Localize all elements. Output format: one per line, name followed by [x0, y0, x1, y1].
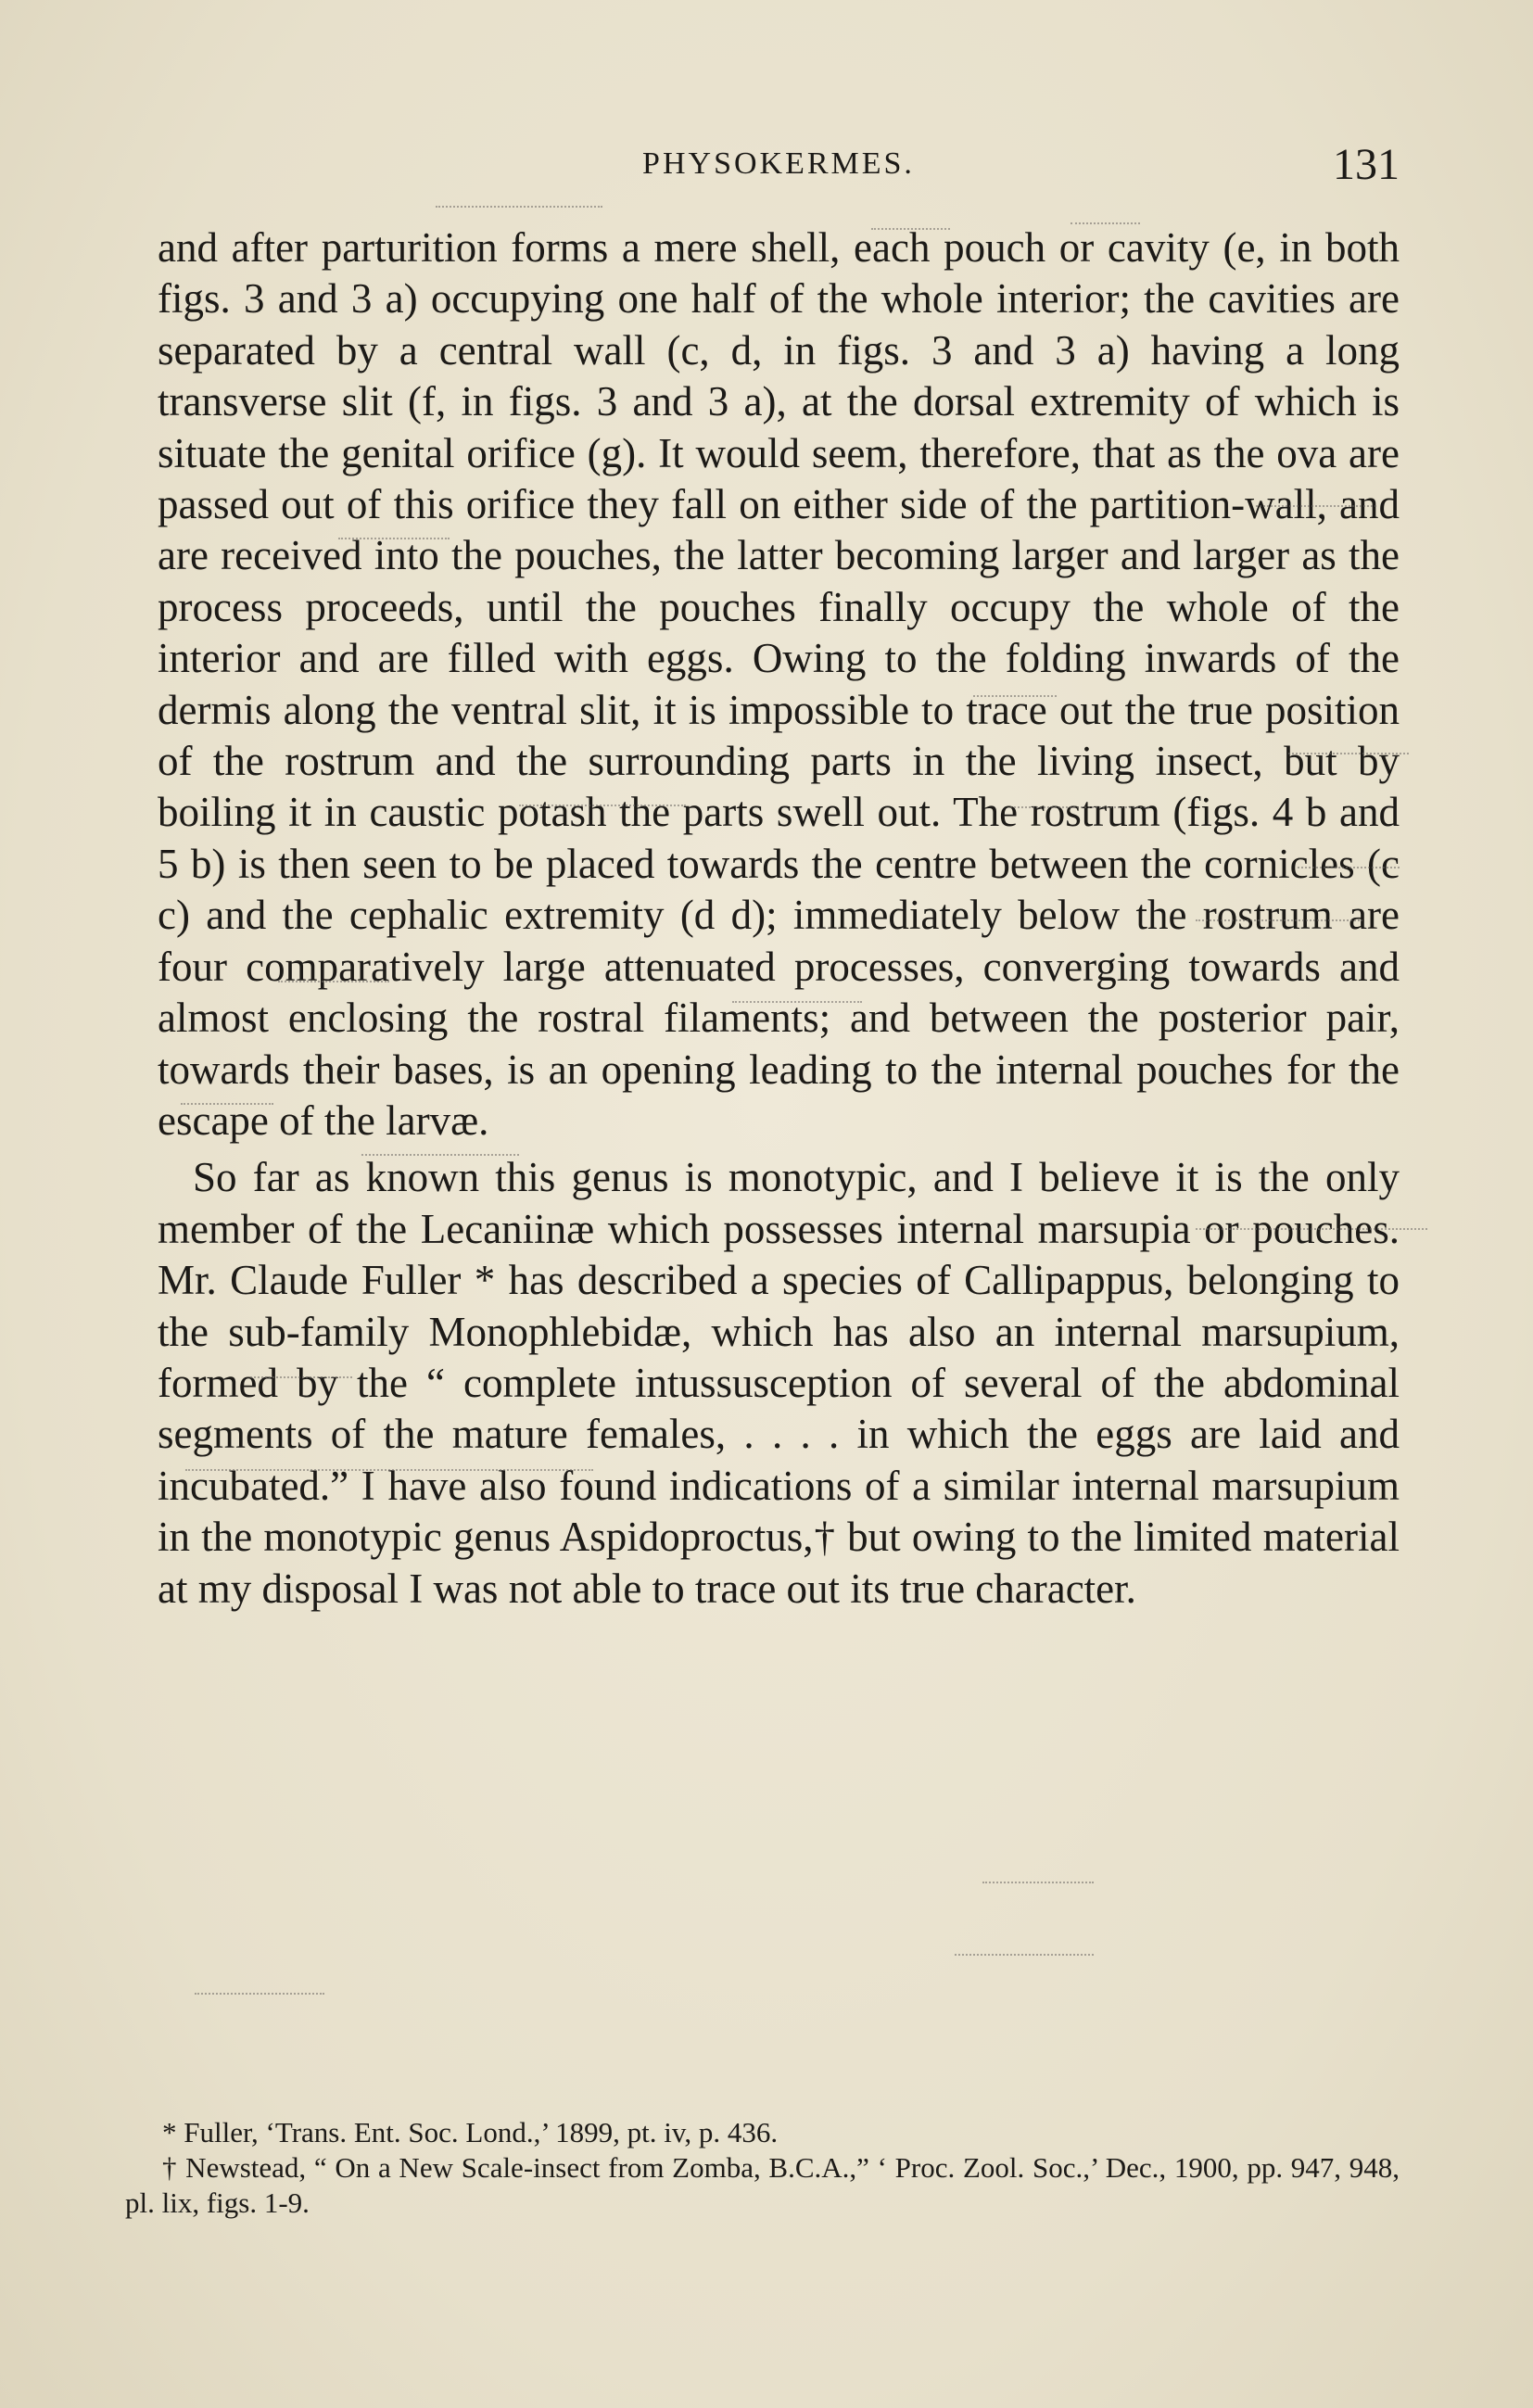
pencil-mark: [250, 1376, 352, 1380]
pencil-mark: [338, 538, 450, 541]
pencil-mark: [519, 805, 686, 808]
footnote-1: * Fuller, ‘Trans. Ent. Soc. Lond.,’ 1899, pt. iv, p. 436.: [162, 2116, 779, 2148]
running-head: [158, 139, 1400, 204]
pencil-mark: [1196, 1228, 1427, 1232]
footnotes: [125, 2115, 1400, 2221]
pencil-mark: [436, 206, 602, 209]
body-text: [158, 222, 1400, 1615]
page-number: 131: [1333, 140, 1400, 189]
pencil-mark: [871, 228, 950, 232]
pencil-mark: [973, 695, 1057, 699]
pencil-mark: [195, 1993, 324, 1996]
footnote-2: † Newstead, “ On a New Scale-insect from Zomba, B.C.A.,” ‘ Proc. Zool. Soc.,’ Dec., 1900, pp. 947, 948, pl. lix, figs. 1-9.: [125, 2151, 1400, 2219]
pencil-mark: [185, 1469, 593, 1473]
paragraph-2: So far as known this genus is monotypic, and I believe it is the only member of the Lecaniinæ which possesses internal marsupia or pouches. Mr. Claude Fuller * has described a species of Callipappus, belonging to the sub-family Monophlebidæ, which has also an internal marsupium, formed by the “ complete intussusception of several of the abdominal segments of the mature females, . . . . in which the eggs are laid and incubated.” I have also found indications of a similar internal marsupium in the monotypic genus Aspidoproctus,† but owing to the limited material at my disposal I was not able to trace out its true character.: [158, 1154, 1400, 1612]
running-title: PHYSOKERMES.: [642, 146, 915, 181]
pencil-mark: [1010, 806, 1149, 810]
pencil-mark: [1256, 505, 1376, 509]
pencil-mark: [955, 1954, 1094, 1958]
pencil-mark: [181, 1103, 273, 1107]
pencil-mark: [1298, 867, 1400, 870]
pencil-mark: [361, 1154, 519, 1158]
paragraph-1: and after parturition forms a mere shell, each pouch or cavity (e, in both figs. 3 and 3 a) occupying one half of the whole interior; the cavities are separated by a central wall (c, d, in figs. 3 and 3 a) having a long transverse slit (f, in figs. 3 and 3 a), at the dorsal extremity of which is situate the genital orifice (g). It would seem, therefore, that as the ova are passed out of this orifice they fall on either side of the partition-wall, and are received into the pouches, the latter becoming larger and larger as the process proceeds, until the pouches finally occupy the whole of the interior and are filled with eggs. Owing to the folding inwards of the dermis along the ventral slit, it is impossible to trace out the true position of the rostrum and the surrounding parts in the living insect, but by boiling it in caustic potash the parts swell out. The rostrum (figs. 4 b and 5 b) is then seen to be placed towards the centre between the cornicles (c c) and the cephalic extremity (d d); immediately below the rostrum are four comparatively large attenuated processes, converging towards and almost enclosing the rostral filaments; and between the posterior pair, towards their bases, is an opening leading to the internal pouches for the escape of the larvæ.: [158, 224, 1400, 1144]
pencil-mark: [1196, 919, 1362, 923]
pencil-mark: [732, 1001, 862, 1005]
pencil-mark: [1288, 753, 1409, 756]
pencil-mark: [1071, 222, 1140, 226]
pencil-mark: [982, 1882, 1094, 1885]
pencil-mark: [278, 981, 389, 984]
